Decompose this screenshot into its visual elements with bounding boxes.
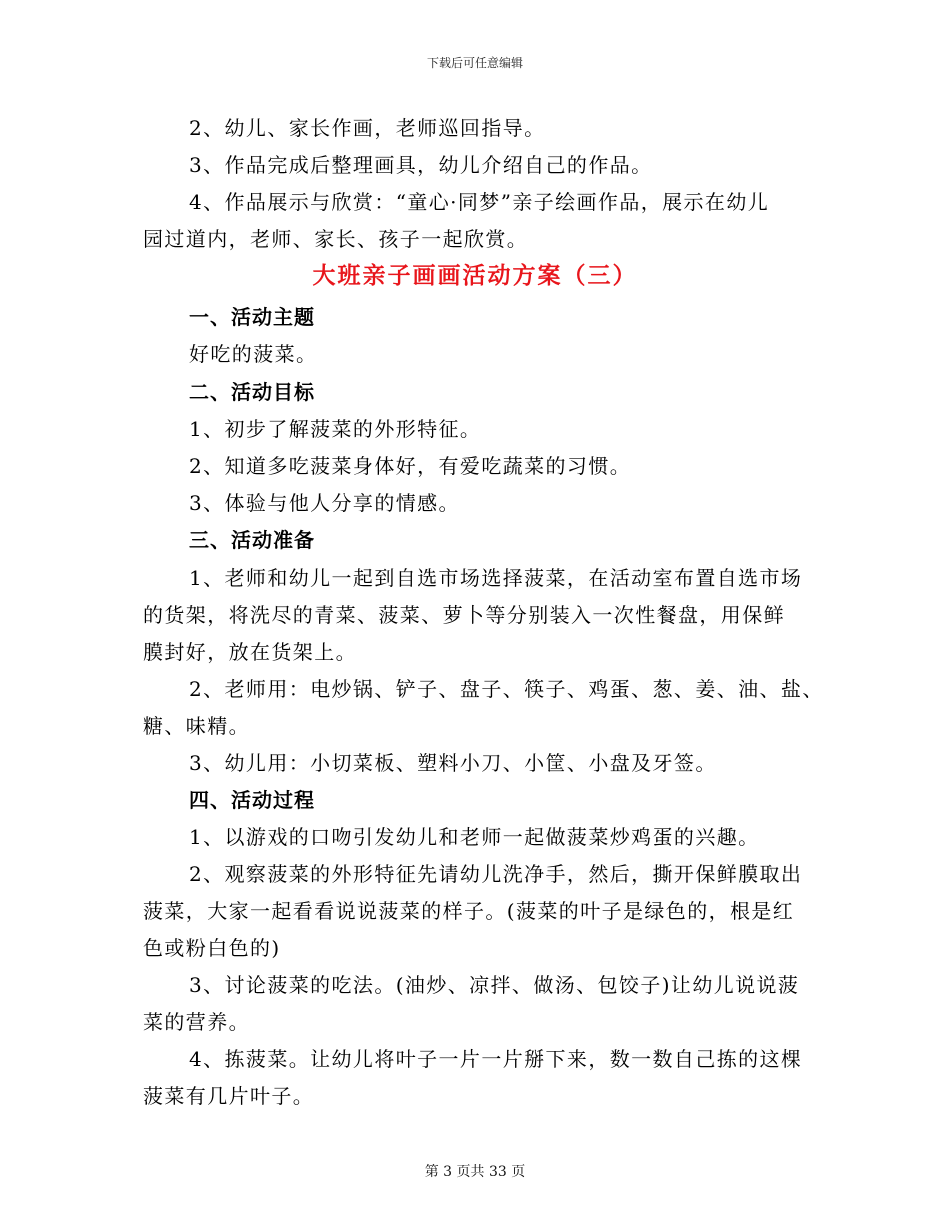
paragraph-line: 膜封好，放在货架上。 xyxy=(143,640,357,664)
paragraph-line: 的货架，将洗尽的青菜、菠菜、萝卜等分别装入一次性餐盘，用保鲜 xyxy=(143,603,785,627)
paragraph-line: 色或粉白色的) xyxy=(143,936,281,960)
paragraph-line: 4、作品展示与欣赏：“童心·同梦”亲子绘画作品，展示在幼儿 xyxy=(189,190,770,214)
paragraph-line: 1、初步了解菠菜的外形特征。 xyxy=(189,417,482,441)
paragraph-line: 3、体验与他人分享的情感。 xyxy=(189,491,460,515)
heading-preparation: 三、活动准备 xyxy=(189,528,315,552)
paragraph-line: 2、幼儿、家长作画，老师巡回指导。 xyxy=(189,116,546,140)
paragraph-line: 3、作品完成后整理画具，幼儿介绍自己的作品。 xyxy=(189,153,653,177)
section-title: 大班亲子画画活动方案（三） xyxy=(312,263,638,289)
heading-process: 四、活动过程 xyxy=(189,788,315,812)
paragraph-line: 园过道内，老师、家长、孩子一起欣赏。 xyxy=(143,227,529,251)
paragraph-line: 2、老师用：电炒锅、铲子、盘子、筷子、鸡蛋、葱、姜、油、盐、 xyxy=(189,677,824,701)
paragraph-line: 菜的营养。 xyxy=(143,1010,250,1034)
paragraph-line: 好吃的菠菜。 xyxy=(189,342,318,366)
paragraph-line: 1、以游戏的口吻引发幼儿和老师一起做菠菜炒鸡蛋的兴趣。 xyxy=(189,825,760,849)
paragraph-line: 1、老师和幼儿一起到自选市场选择菠菜，在活动室布置自选市场 xyxy=(189,566,803,590)
page-number-footer: 第 3 页共 33 页 xyxy=(424,1164,526,1180)
heading-theme: 一、活动主题 xyxy=(189,305,315,329)
paragraph-line: 菠菜有几片叶子。 xyxy=(143,1084,315,1108)
paragraph-line: 3、幼儿用：小切菜板、塑料小刀、小筐、小盘及牙签。 xyxy=(189,751,717,775)
page-header-note: 下载后可任意编辑 xyxy=(426,56,523,70)
paragraph-line: 菠菜，大家一起看看说说菠菜的样子。(菠菜的叶子是绿色的，根是红 xyxy=(143,899,795,923)
paragraph-line: 3、讨论菠菜的吃法。(油炒、凉拌、做汤、包饺子)让幼儿说说菠 xyxy=(189,973,800,997)
paragraph-line: 糖、味精。 xyxy=(143,714,250,738)
paragraph-line: 2、知道多吃菠菜身体好，有爱吃蔬菜的习惯。 xyxy=(189,454,632,478)
heading-goals: 二、活动目标 xyxy=(189,380,315,404)
paragraph-line: 2、观察菠菜的外形特征先请幼儿洗净手，然后，撕开保鲜膜取出 xyxy=(189,862,803,886)
paragraph-line: 4、拣菠菜。让幼儿将叶子一片一片掰下来，数一数自己拣的这棵 xyxy=(189,1047,803,1071)
